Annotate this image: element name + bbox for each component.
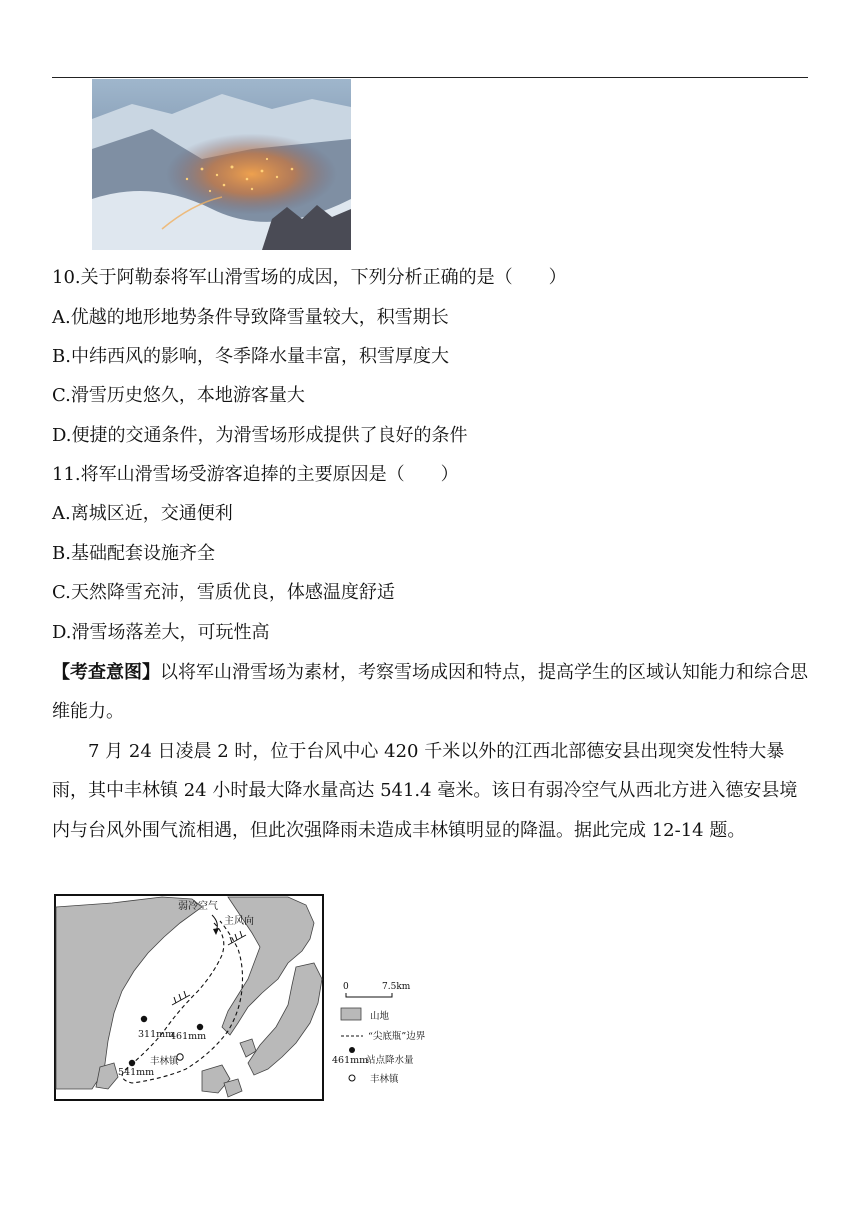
legend-station-dot bbox=[349, 1047, 355, 1053]
legend-mountain-swatch bbox=[341, 1008, 361, 1020]
q11-option-c: C.天然降雪充沛，雪质优良，体感温度舒适 bbox=[52, 582, 395, 603]
intent-text: 以将军山滑雪场为素材，考察雪场成因和特点，提高学生的区域认知能力和综合思维能力。 bbox=[52, 662, 808, 723]
station-label-461: 461mm bbox=[170, 1031, 207, 1042]
legend-mountain: 山地 bbox=[370, 1011, 390, 1022]
legend-station-value: 461mm bbox=[332, 1055, 369, 1066]
town-label: 丰林镇 bbox=[150, 1056, 179, 1067]
q11-option-b: B.基础配套设施齐全 bbox=[52, 543, 215, 564]
legend-station: 站点降水量 bbox=[366, 1055, 414, 1066]
legend-boundary: “尖底瓶”边界 bbox=[368, 1031, 426, 1042]
station-dot bbox=[141, 1016, 147, 1022]
q11-option-a: A.离城区近，交通便利 bbox=[52, 503, 233, 524]
q10-stem: 10.关于阿勒泰将军山滑雪场的成因，下列分析正确的是（ ） bbox=[52, 267, 567, 288]
intent-label: 【考查意图】 bbox=[52, 662, 160, 683]
scale-bar bbox=[343, 982, 411, 997]
map-legend bbox=[332, 1008, 426, 1085]
station-label-311: 311mm bbox=[138, 1029, 175, 1040]
q10-option-b: B.中纬西风的影响，冬季降水量丰富，积雪厚度大 bbox=[52, 346, 449, 367]
q10-option-a: A.优越的地形地势条件导致降雪量较大，积雪期长 bbox=[52, 307, 449, 328]
rainfall-map-figure bbox=[52, 893, 452, 1103]
passage-paragraph: 7 月 24 日凌晨 2 时，位于台风中心 420 千米以外的江西北部德安县出现突发性特大暴雨，其中丰林镇 24 小时最大降水量高达 541.4 毫米。该日有弱冷空气从西北方进入德安县境内与台风外围气流相遇，但此次强降雨未造成丰林镇明显的降温。据此完成 12-14 题。 bbox=[52, 741, 798, 841]
cold-air-label: 弱冷空气 bbox=[178, 901, 218, 912]
intent-paragraph bbox=[52, 653, 812, 732]
wind-direction-label: 主风向 bbox=[224, 916, 254, 927]
q10-option-c: C.滑雪历史悠久，本地游客量大 bbox=[52, 385, 305, 406]
header-rule bbox=[52, 77, 808, 78]
station-dot bbox=[197, 1024, 203, 1030]
station-dot bbox=[129, 1060, 135, 1066]
q11-stem: 11.将军山滑雪场受游客追捧的主要原因是（ ） bbox=[52, 464, 459, 485]
ski-town-photo bbox=[92, 79, 351, 250]
scale-distance: 7.5km bbox=[382, 982, 411, 992]
q11-option-d: D.滑雪场落差大，可玩性高 bbox=[52, 622, 270, 643]
station-label-541: 541mm bbox=[118, 1067, 155, 1078]
scale-zero: 0 bbox=[343, 982, 349, 992]
legend-town-marker bbox=[349, 1075, 355, 1081]
q10-option-d: D.便捷的交通条件，为滑雪场形成提供了良好的条件 bbox=[52, 425, 468, 446]
legend-town: 丰林镇 bbox=[370, 1074, 399, 1085]
